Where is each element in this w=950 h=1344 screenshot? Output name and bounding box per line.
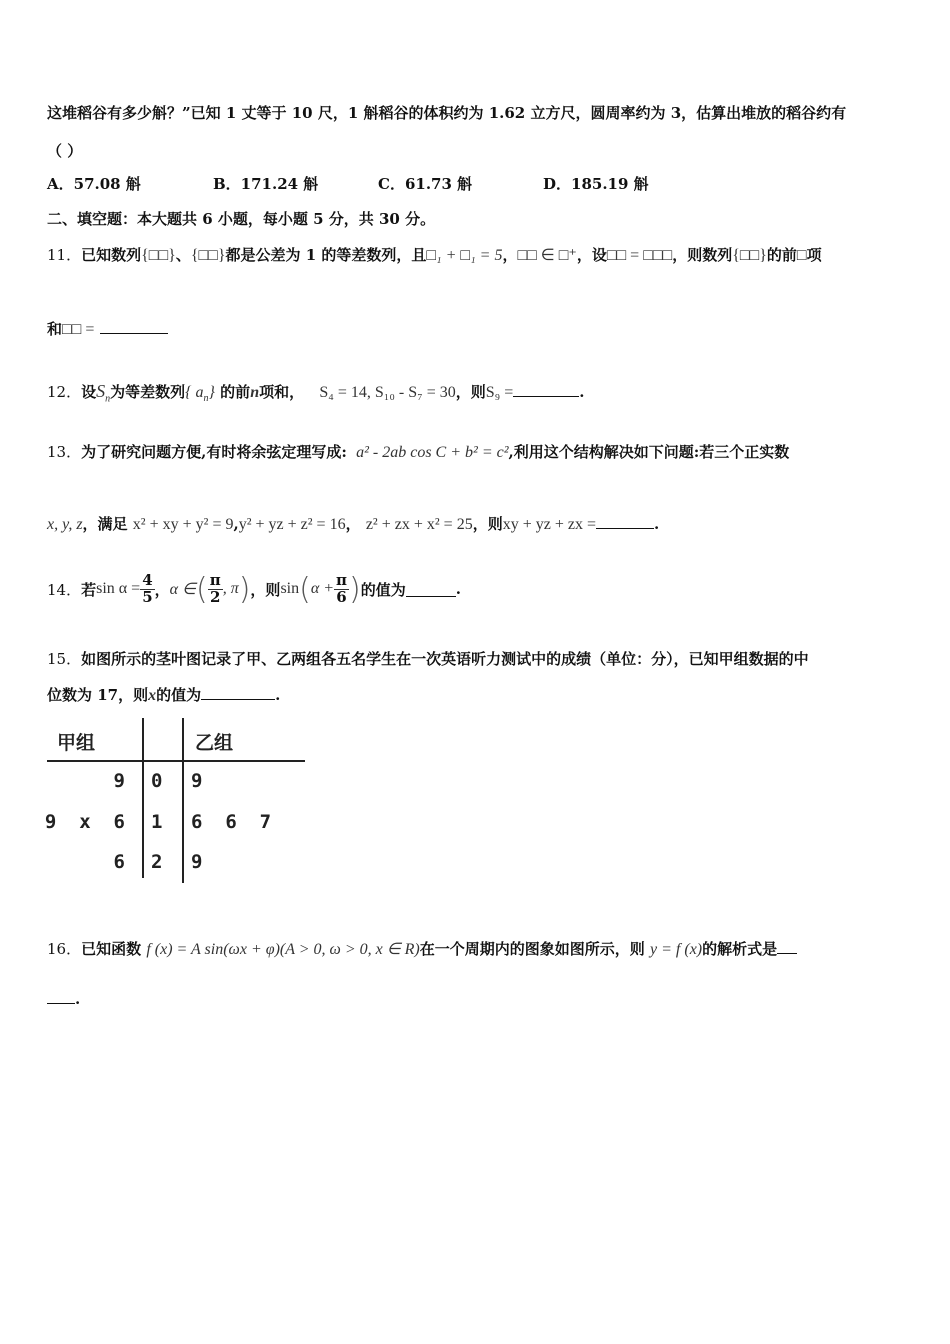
text: . (654, 515, 660, 533)
question-11 (47, 244, 902, 265)
math-condition: □₁ + □₁ = 5 (426, 247, 503, 264)
question-text: 这堆稻谷有多少斛？”已知 1 丈等于 10 尺，1 斛稻谷的体积约为 1.62 立方尺，圆周率约为 3，估算出堆放的稻谷约有 (47, 104, 847, 122)
answer-bracket (47, 140, 902, 161)
text: 、 (175, 246, 191, 264)
text: 已知函数 (81, 940, 142, 958)
text: ，则 (250, 580, 281, 599)
question-11-line2 (47, 318, 902, 339)
text: . (579, 383, 585, 401)
math-n: □ (796, 247, 807, 264)
text: 若 (81, 580, 97, 599)
text: ,利用这个结构解决如下问题:若三个正实数 (508, 443, 790, 461)
answer-blank[interactable] (596, 527, 654, 529)
question-16-line2 (47, 990, 902, 1008)
question-10-continuation (47, 102, 902, 123)
question-13-line2 (47, 513, 902, 534)
math-den: 2 (209, 587, 221, 606)
question-number: 15． (47, 650, 82, 668)
math-pi: , π (222, 580, 239, 597)
math-n: n (250, 384, 260, 401)
leaf-left: 9 x 6 (44, 811, 125, 833)
text: . (275, 686, 281, 704)
math-sin: sin (280, 580, 300, 597)
text: 的值为 (360, 580, 406, 599)
text: ，则 (472, 515, 503, 533)
math-condition: S₄ = 14, S₁₀ - S₇ = 30 (319, 384, 456, 401)
math-a: { a (185, 384, 204, 401)
math-definition: □□ = □□□ (606, 247, 673, 264)
math-num: π (336, 570, 348, 589)
answer-blank[interactable] (47, 1002, 75, 1004)
horizontal-rule (47, 760, 305, 762)
answer-blank[interactable] (777, 952, 797, 954)
question-number: 13． (47, 443, 82, 461)
math-s: S (96, 381, 106, 401)
text: ，则 (455, 383, 486, 401)
math-sub: n (105, 393, 111, 405)
text: 已知数列 (81, 246, 142, 264)
question-number: 11． (47, 246, 82, 264)
answer-blank[interactable] (513, 395, 579, 397)
math-eq3: z² + zx + x² = 25 (365, 516, 473, 533)
math-ask: xy + yz + zx = (502, 516, 596, 533)
text: ， (154, 580, 170, 599)
math-num: 4 (142, 570, 153, 589)
option-d[interactable]: D．185.19 斛 (543, 175, 649, 193)
math-den: 6 (336, 587, 347, 606)
math-y: y = f (x) (650, 941, 703, 958)
answer-blank[interactable] (406, 595, 456, 597)
option-c[interactable]: C．61.73 斛 (378, 175, 473, 193)
text: 为等差数列 (110, 383, 186, 401)
text: 都是公差为 1 的等差数列，且 (225, 246, 427, 264)
math-sub: n (203, 393, 209, 405)
question-number: 12． (47, 383, 82, 401)
answer-blank[interactable] (201, 698, 275, 700)
text: 项和， (259, 383, 305, 401)
answer-blank[interactable] (100, 332, 168, 334)
vertical-rule (142, 718, 144, 878)
stem: 0 (151, 770, 163, 792)
text: ， (502, 246, 518, 264)
question-number: 16． (47, 940, 82, 958)
stem: 2 (151, 851, 163, 873)
bracket: （ ） (47, 142, 83, 160)
vertical-rule (182, 718, 184, 883)
text: 和 (47, 320, 63, 338)
text: 项 (806, 246, 822, 264)
question-16 (47, 938, 902, 959)
question-12 (47, 381, 902, 405)
math-seq: {□□} (190, 247, 226, 264)
section-title: 二、填空题：本大题共 6 小题，每小题 5 分，共 30 分。 (47, 210, 436, 228)
math-x: x (148, 687, 157, 704)
math-s9: S₉ = (485, 384, 514, 401)
math-alpha: α ∈ (169, 581, 196, 598)
text: 如图所示的茎叶图记录了甲、乙两组各五名学生在一次英语听力测试中的成绩（单位：分），已知甲组数据的中 (81, 650, 809, 668)
leaf-right: 6 6 7 (191, 811, 272, 833)
option-b[interactable]: B．171.24 斛 (213, 175, 319, 193)
question-14: 14． 若 sin α = $\frac{4}{5}$ ， α ∈ ( $\frac{\pi}{2}$ , π ) ，则 sin ( α + $\frac{\pi}{6}$ ) 的值为 . (47, 570, 461, 607)
text: , (233, 515, 239, 533)
math-vars: x, y, z (47, 516, 83, 533)
text: 设 (81, 383, 97, 401)
math-num: π (209, 570, 221, 589)
text: ，则数列 (672, 246, 733, 264)
leaf-right: 9 (191, 770, 203, 792)
math-condition: □□ ∈ □⁺ (517, 247, 577, 264)
text: 的解析式是 (702, 940, 778, 958)
option-a[interactable]: A．57.08 斛 (47, 175, 141, 193)
leaf-right: 9 (191, 851, 203, 873)
math-seq: {□□} (732, 247, 767, 264)
question-15-line2 (47, 684, 902, 705)
text: . (455, 580, 461, 598)
text: 的前 (220, 383, 251, 401)
math-seq: {□□} (141, 247, 176, 264)
left-header: 甲组 (57, 732, 96, 754)
stem-leaf-plot (44, 718, 307, 886)
text: 位数为 17，则 (47, 686, 149, 704)
question-number: 14． (47, 580, 82, 599)
text: 为了研究问题方便,有时将余弦定理写成: (81, 443, 347, 461)
math-eq1: x² + xy + y² = 9 (132, 516, 234, 533)
leaf-left: 9 (113, 770, 125, 792)
math-eq2: y² + yz + z² = 16 (238, 516, 346, 533)
text: 的前 (766, 246, 797, 264)
text: . (75, 990, 81, 1008)
text: 在一个周期内的图象如图所示，则 (419, 940, 645, 958)
math-function: f (x) = A sin(ωx + φ)(A > 0, ω > 0, x ∈ R) (146, 941, 420, 958)
text: ，设 (576, 246, 607, 264)
math-den: 5 (142, 587, 153, 606)
math-close: } (208, 384, 215, 401)
leaf-left: 6 (113, 851, 125, 873)
question-13 (47, 441, 902, 462)
text: 的值为 (156, 686, 202, 704)
question-15 (47, 648, 902, 669)
stem: 1 (151, 811, 163, 833)
text: ， (345, 515, 361, 533)
math-alpha: α + (310, 580, 335, 597)
right-header: 乙组 (195, 732, 234, 754)
math-sin: sin α = (96, 580, 141, 597)
math-sum: □□ = (62, 321, 95, 338)
math-formula: a² - 2ab cos C + b² = c² (356, 444, 509, 461)
text: ，满足 (82, 515, 128, 533)
